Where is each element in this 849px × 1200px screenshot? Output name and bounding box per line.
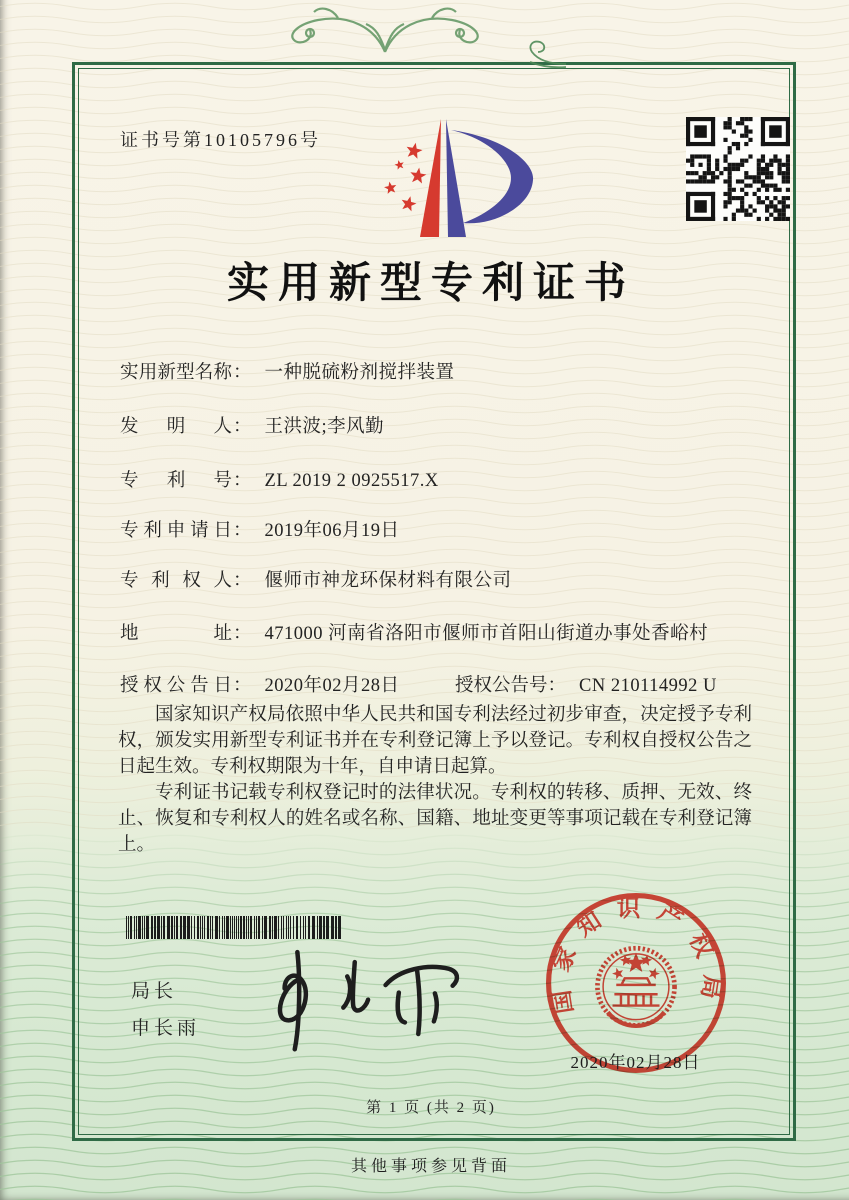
director-title: 局长 [131, 981, 178, 1002]
field-value: 王洪波;李风勤 [264, 417, 385, 437]
barcode-bar [138, 916, 141, 939]
legal-paragraph-2: 专利证书记载专利权登记时的法律状况。专利权的转移、质押、无效、终止、恢复和专利权人的姓名或名称、国籍、地址变更等事项记载在专利登记簿上。 [118, 783, 752, 855]
barcode-bar [130, 916, 132, 939]
barcode-bar [281, 916, 282, 939]
top-flourish-ornament [280, 0, 490, 54]
barcode-bar [258, 916, 260, 939]
field-colon: ： [233, 471, 252, 491]
barcode-bar [319, 916, 322, 939]
field-row-grant [120, 671, 760, 697]
barcode-bar [248, 916, 249, 939]
cnipa-logo [362, 112, 540, 244]
field-label: 专利申请日 [120, 521, 232, 541]
barcode-bar [338, 916, 341, 939]
barcode [126, 916, 346, 939]
barcode-bar [305, 916, 306, 939]
barcode-bar [254, 916, 255, 939]
handwritten-signature [250, 940, 469, 1055]
barcode-bar [204, 916, 205, 939]
barcode-bar [234, 916, 235, 939]
barcode-bar [191, 916, 192, 939]
barcode-bar [264, 916, 267, 939]
back-side-note: 其他事项参见背面 [350, 1158, 511, 1175]
barcode-bar [312, 916, 315, 939]
barcode-bar [194, 916, 195, 939]
national-emblem [597, 948, 674, 1026]
field-row-utility-model-name [120, 358, 760, 384]
barcode-bar [146, 916, 149, 939]
barcode-bar [197, 916, 199, 939]
field-colon: ： [233, 571, 252, 591]
field-label: 专利号 [120, 471, 232, 491]
barcode-bar [219, 916, 220, 939]
barcode-bar [303, 916, 304, 939]
barcode-bar [262, 916, 263, 939]
field-row-address [120, 619, 760, 645]
barcode-bar [283, 916, 284, 939]
field-colon: ： [233, 417, 252, 437]
barcode-bar [323, 916, 325, 939]
legal-text-block [118, 702, 752, 858]
barcode-bar [171, 916, 173, 939]
certificate-title: 实用新型专利证书 [226, 261, 635, 307]
barcode-bar [293, 916, 294, 939]
field-label: 授权公告日 [120, 676, 232, 696]
field-row-patent-number [120, 466, 760, 492]
barcode-bar [222, 916, 223, 939]
barcode-bar [207, 916, 209, 939]
barcode-bar [163, 916, 165, 939]
barcode-bar [154, 916, 156, 939]
barcode-bar [296, 916, 298, 939]
qr-code [686, 117, 790, 221]
director-name: 申长雨 [131, 1018, 201, 1039]
barcode-bar [256, 916, 257, 939]
field-colon: ： [233, 363, 252, 383]
seal-date: 2020年02月28日 [570, 1053, 701, 1072]
barcode-bar [300, 916, 301, 939]
field-colon: ： [547, 676, 567, 696]
barcode-bar [210, 916, 211, 939]
field-value: 偃师市神龙环保材料有限公司 [264, 571, 512, 591]
grant-number-group [455, 671, 717, 697]
barcode-bar [272, 916, 273, 939]
barcode-bar [180, 916, 182, 939]
barcode-bar [286, 916, 287, 939]
grant-number-value: CN 210114992 U [579, 676, 717, 696]
field-row-patentee [120, 566, 760, 592]
barcode-bar [161, 916, 162, 939]
legal-paragraph-1: 国家知识产权局依照中华人民共和国专利法经过初步审查，决定授予专利权，颁发实用新型专利证书并在专利登记簿上予以登记。专利权自授权公告之日起生效。专利权期限为十年，自申请日起算。 [118, 705, 752, 777]
barcode-bar [236, 916, 237, 939]
field-label: 发明人 [120, 417, 232, 437]
barcode-bar [288, 916, 289, 939]
page-number: 第 1 页 (共 2 页) [366, 1100, 496, 1116]
barcode-bar [224, 916, 225, 939]
field-value: 一种脱硫粉剂搅拌装置 [264, 363, 455, 383]
grant-number-label: 授权公告号 [455, 676, 548, 696]
barcode-bar [317, 916, 318, 939]
field-value: 2019年06月19日 [264, 521, 400, 541]
barcode-bar [335, 916, 337, 939]
barcode-bar [136, 916, 137, 939]
field-value: 471000 河南省洛阳市偃师市首阳山街道办事处香峪村 [264, 624, 709, 644]
barcode-bar [126, 916, 127, 939]
field-value: 2020年02月28日 [264, 676, 400, 696]
barcode-bar [230, 916, 231, 939]
barcode-bar [232, 916, 233, 939]
barcode-bar [250, 916, 252, 939]
field-label: 专利权人 [120, 571, 232, 591]
barcode-bar [144, 916, 145, 939]
field-label: 实用新型名称 [120, 363, 232, 383]
border-curl-ornament [520, 38, 568, 72]
barcode-bar [202, 916, 203, 939]
field-row-inventors [120, 412, 760, 438]
barcode-bar [269, 916, 271, 939]
field-colon: ： [233, 624, 252, 644]
barcode-bar [290, 916, 291, 939]
field-row-filing-date [120, 516, 760, 542]
barcode-bar [274, 916, 277, 939]
certificate-number: 证书号第10105796号 [120, 130, 321, 150]
barcode-bar [157, 916, 160, 939]
barcode-bar [243, 916, 245, 939]
barcode-bar [134, 916, 135, 939]
barcode-bar [128, 916, 129, 939]
field-label: 地址 [120, 624, 232, 644]
seal-text: 国家知识产权局 [546, 895, 726, 1016]
barcode-bar [238, 916, 239, 939]
barcode-bar [278, 916, 279, 939]
barcode-bar [246, 916, 247, 939]
barcode-bar [174, 916, 175, 939]
field-colon: ： [233, 676, 252, 696]
barcode-bar [142, 916, 143, 939]
barcode-bar [240, 916, 242, 939]
barcode-bar [226, 916, 229, 939]
barcode-bar [200, 916, 201, 939]
barcode-bar [326, 916, 329, 939]
barcode-bar [215, 916, 218, 939]
barcode-bar [308, 916, 310, 939]
field-value: ZL 2019 2 0925517.X [264, 471, 439, 491]
barcode-bar [151, 916, 153, 939]
barcode-bar [183, 916, 186, 939]
barcode-bar [187, 916, 190, 939]
barcode-bar [212, 916, 213, 939]
barcode-bar [176, 916, 178, 939]
barcode-bar [331, 916, 334, 939]
field-colon: ： [233, 521, 252, 541]
barcode-bar [167, 916, 170, 939]
